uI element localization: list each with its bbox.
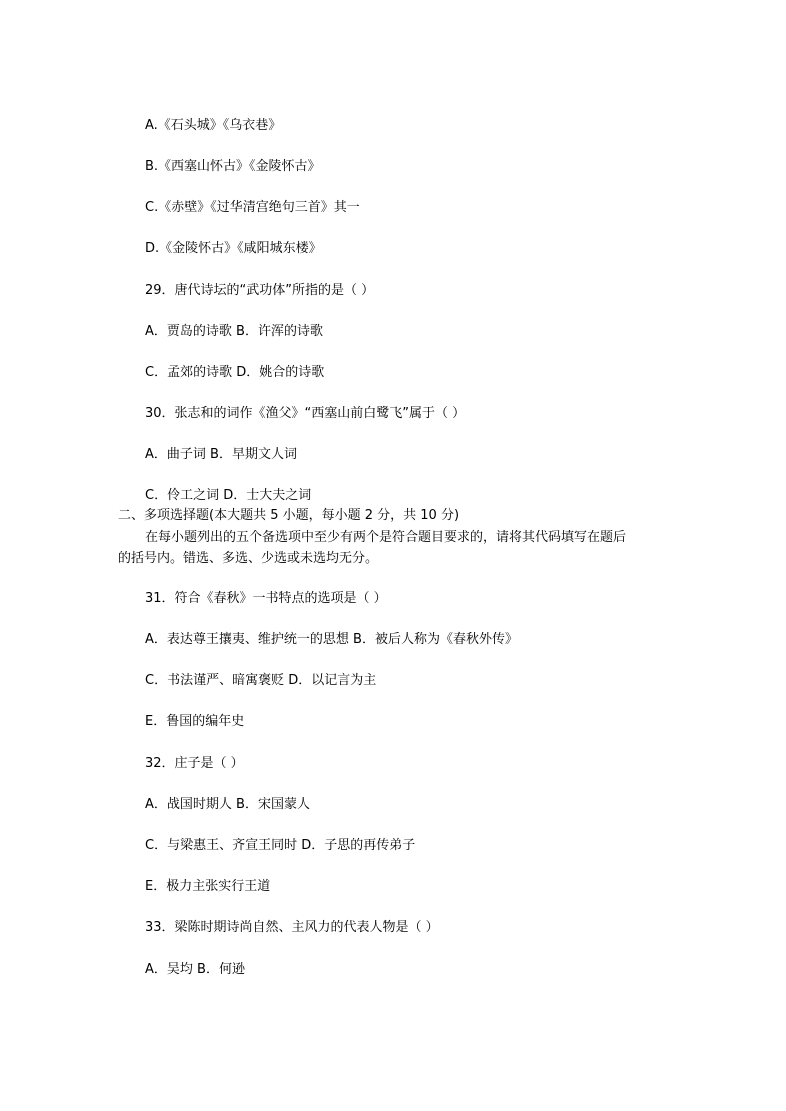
q32-option-cd: C．与梁惠王、齐宣王同时 D．子思的再传弟子 bbox=[145, 838, 416, 853]
q31-question: 31．符合《春秋》一书特点的选项是（ ） bbox=[145, 591, 387, 606]
section-instruction-line1: 在每小题列出的五个备选项中至少有两个是符合题目要求的，请将其代码填写在题后 bbox=[145, 530, 627, 545]
q30-option-cd: C．伶工之词 D．士大夫之词 bbox=[145, 488, 312, 503]
q31-option-ab: A．表达尊王攘夷、维护统一的思想 B．被后人称为《春秋外传》 bbox=[145, 632, 518, 647]
q33-question: 33．梁陈时期诗尚自然、主风力的代表人物是（ ） bbox=[145, 920, 439, 935]
q28-option-c: C.《赤壁》《过华清宫绝句三首》其一 bbox=[145, 200, 360, 215]
section-instruction-line2: 的括号内。错选、多选、少选或未选均无分。 bbox=[118, 551, 379, 566]
q32-option-ab: A．战国时期人 B．宋国蒙人 bbox=[145, 797, 310, 812]
q28-option-d: D.《金陵怀古》《咸阳城东楼》 bbox=[145, 241, 322, 256]
q30-question: 30．张志和的词作《渔父》“西塞山前白鹭飞”属于（ ） bbox=[145, 406, 466, 421]
q31-option-cd: C．书法谨严、暗寓褒贬 D．以记言为主 bbox=[145, 673, 377, 688]
q29-option-ab: A．贾岛的诗歌 B．许浑的诗歌 bbox=[145, 324, 323, 339]
q31-option-e: E．鲁国的编年史 bbox=[145, 714, 245, 729]
q29-question: 29．唐代诗坛的“武功体”所指的是（ ） bbox=[145, 283, 375, 298]
section-heading: 二、多项选择题(本大题共 5 小题，每小题 2 分，共 10 分) bbox=[118, 508, 460, 523]
q30-option-ab: A．曲子词 B．早期文人词 bbox=[145, 447, 297, 462]
q33-option-ab: A．吴均 B．何逊 bbox=[145, 962, 245, 977]
q32-question: 32．庄子是（ ） bbox=[145, 756, 244, 771]
q28-option-a: A.《石头城》《乌衣巷》 bbox=[145, 118, 282, 133]
q32-option-e: E．极力主张实行王道 bbox=[145, 879, 271, 894]
q28-option-b: B.《西塞山怀古》《金陵怀古》 bbox=[145, 159, 321, 174]
q29-option-cd: C．孟郊的诗歌 D．姚合的诗歌 bbox=[145, 365, 325, 380]
